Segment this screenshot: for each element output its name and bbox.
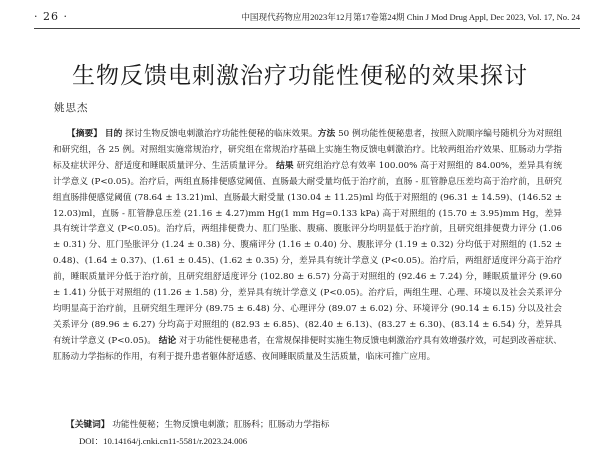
doi: DOI：10.14164/j.cnki.cn11-5581/r.2023.24.006 (79, 436, 248, 446)
method-label: 方法 (317, 129, 336, 139)
result-text: 研究组治疗总有效率 100.00% 高于对照组的 84.00%，差异具有统计学意义 (P<0.05)。治疗后，两组直肠排便感觉阈值、直肠最大耐受量均低于治疗前，直肠 - 肛管静息压差均高于治疗前，且研究组直肠排便感觉阈值 (78.64 ± 13.21)ml、直肠最大耐受量 (130.04 ± 11.25)ml 均低于对照组的 (96.31 ± 14.59)、(146.52 ± 12.03)ml，直肠 - 肛管静息压差 (21.16 ± 4.27)mm Hg(1 mm Hg=0.133 kPa) 高于对照组的 (15.70 ± 3.95)mm Hg，差异具有统计学意义 (P<0.05)。治疗后，两组排便费力、肛门坠胀、腹痛、腹胀评分均明显低于治疗前，且研究组排便费力评分 (1.06 ± 0.31) 分、肛门坠胀评分 (1.24 ± 0.38) 分、腹痛评分 (1.16 ± 0.40) 分、腹胀评分 (1.19 ± 0.32) 分均低于对照组的 (1.52 ± 0.48)、(1.64 ± 0.37)、(1.61 ± 0.45)、(1.62 ± 0.35) 分，差异具有统计学意义 (P<0.05)。治疗后，两组舒适度评分高于治疗前，睡眠质量评分低于治疗前，且研究组舒适度评分 (102.80 ± 6.57) 分高于对照组的 (92.46 ± 7.24) 分，睡眠质量评分 (9.60 ± 1.41) 分低于对照组的 (11.26 ± 1.58) 分，差异具有统计学意义 (P<0.05)。治疗后，两组生理、心理、环境以及社会关系评分均明显高于治疗前，且研究组生理评分 (89.75 ± 6.48) 分、心理评分 (89.07 ± 6.02) 分、环境评分 (90.14 ± 6.15) 分以及社会关系评分 (89.96 ± 6.27) 分均高于对照组的 (82.93 ± 6.85)、(82.40 ± 6.13)、(83.27 ± 6.30)、(83.14 ± 6.54) 分，差异具有统计学意义 (P<0.05)。 (53, 160, 563, 346)
keywords (66, 418, 329, 430)
keywords-label: 【关键词】 (66, 420, 110, 430)
article-title: 生物反馈电刺激治疗功能性便秘的效果探讨 (72, 63, 528, 89)
objective-text: 探讨生物反馈电刺激治疗功能性便秘的临床效果。 (122, 129, 318, 139)
page-number: · 26 · (34, 10, 68, 23)
objective-label: 目的 (104, 129, 123, 139)
author-name: 姚思杰 (54, 102, 89, 114)
journal-citation: 中国现代药物应用2023年12月第17卷第24期 Chin J Mod Drug Appl, Dec 2023, Vol. 17, No. 24 (241, 12, 580, 22)
method-text: 50 例功能性便秘患者，按照入院顺序编号随机分为对照组和研究组，各 25 例。对照组实施常规治疗，研究组在常规治疗基础上实施生物反馈电刺激治疗。比较两组治疗效果、肛肠动力学指标及症状评分、舒适度和睡眠质量评分、生活质量评分。 (53, 129, 563, 171)
running-head (34, 8, 580, 29)
conclusion-text: 对于功能性便秘患者，在常规保排便时实施生物反馈电刺激治疗具有效增强疗效，可起到改善症状、肛肠动力学指标的作用，有利于提升患者躯体舒适感、夜间睡眠质量及生活质量，临床可推广应用。 (53, 335, 562, 362)
abstract-paragraph (53, 127, 562, 366)
result-label: 结果 (276, 160, 294, 171)
abstract (53, 127, 562, 366)
abstract-label: 【摘要】 (67, 129, 103, 139)
keywords-text: 功能性便秘；生物反馈电刺激；肛肠科；肛肠动力学指标 (109, 420, 330, 430)
conclusion-label: 结论 (158, 335, 177, 346)
